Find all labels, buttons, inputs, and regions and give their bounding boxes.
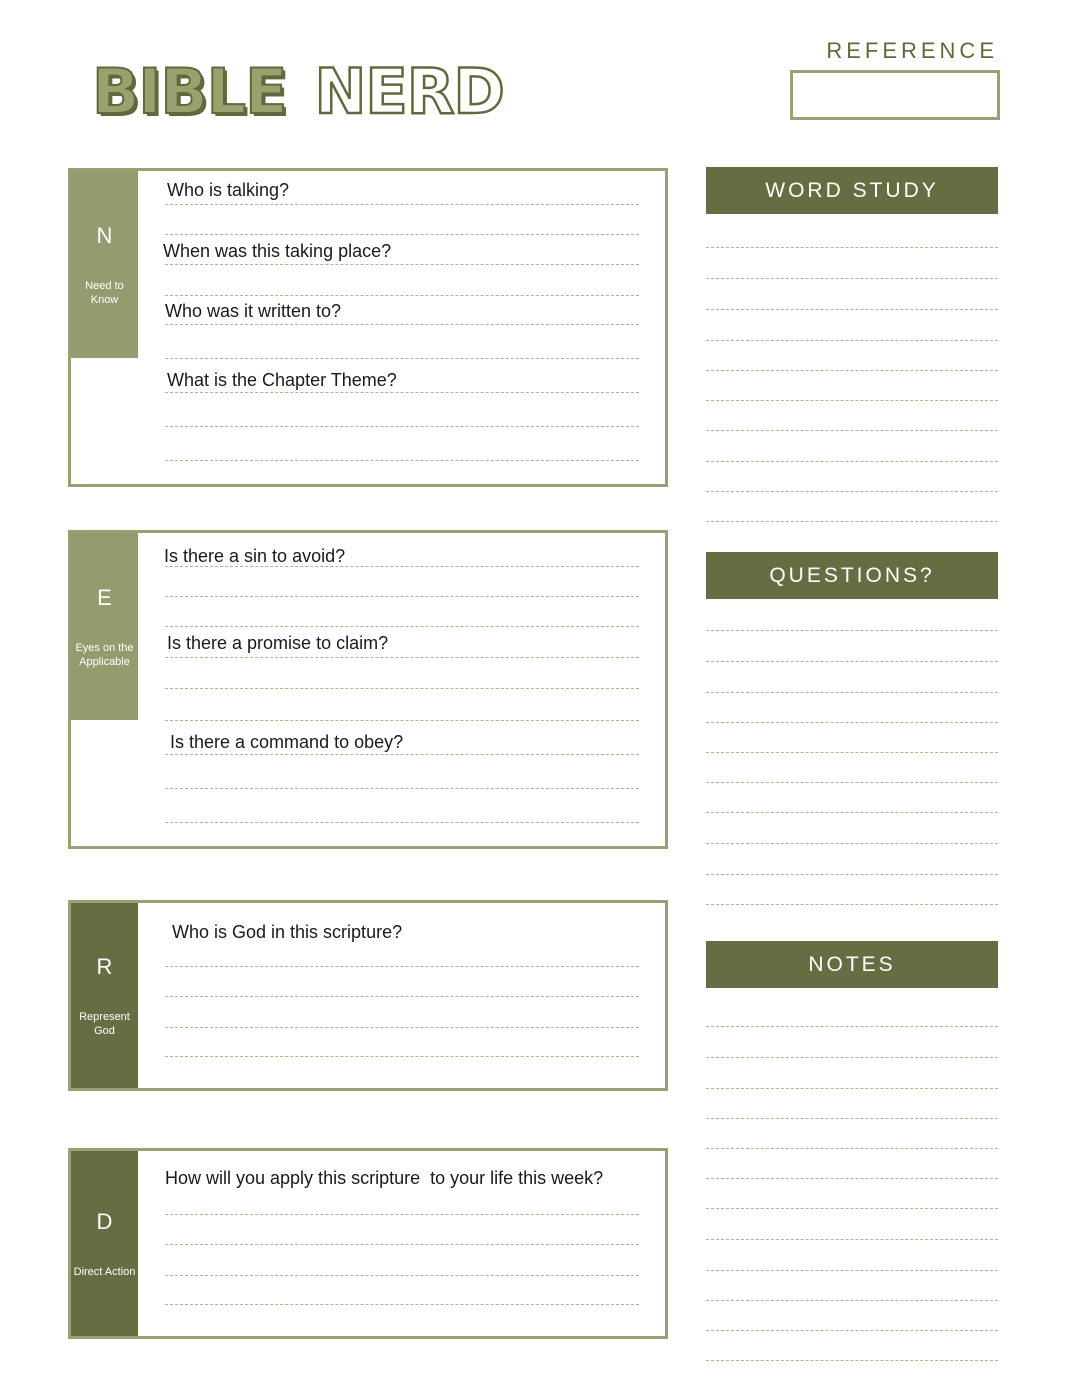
word-study-line[interactable] <box>706 521 998 522</box>
section-subtitle: Eyes on the Applicable <box>75 641 134 668</box>
section-represent-god <box>68 900 668 1091</box>
section-direct-action <box>68 1148 668 1339</box>
question-label: Who was it written to? <box>165 301 342 321</box>
notes-line[interactable] <box>706 1057 998 1058</box>
question-label: Is there a sin to avoid? <box>164 546 346 566</box>
question-label: Is there a command to obey? <box>170 732 404 752</box>
notes-line[interactable] <box>706 1088 998 1089</box>
question-label: When was this taking place? <box>163 241 392 261</box>
questions-line[interactable] <box>706 812 998 813</box>
answer-line[interactable] <box>165 822 639 823</box>
questions-line[interactable] <box>706 843 998 844</box>
answer-line[interactable] <box>165 1275 639 1276</box>
answer-line[interactable] <box>165 1304 639 1305</box>
answer-line[interactable] <box>165 966 639 967</box>
word-study-line[interactable] <box>706 400 998 401</box>
section-side-e <box>71 533 138 720</box>
answer-line[interactable] <box>165 324 639 325</box>
questions-line[interactable] <box>706 630 998 631</box>
question-label: Is there a promise to claim? <box>167 633 389 653</box>
section-side-n <box>71 171 138 358</box>
notes-line[interactable] <box>706 1178 998 1179</box>
section-need-to-know <box>68 168 668 487</box>
notes-line[interactable] <box>706 1330 998 1331</box>
answer-line[interactable] <box>165 788 639 789</box>
section-letter: R <box>96 953 113 979</box>
answer-line[interactable] <box>165 234 639 235</box>
questions-line[interactable] <box>706 722 998 723</box>
questions-line[interactable] <box>706 904 998 905</box>
section-subtitle: Represent God <box>79 1010 130 1037</box>
word-study-line[interactable] <box>706 247 998 248</box>
word-study-line[interactable] <box>706 370 998 371</box>
notes-header: NOTES <box>706 941 998 988</box>
word-study-header: WORD STUDY <box>706 167 998 214</box>
answer-line[interactable] <box>165 295 639 296</box>
answer-line[interactable] <box>165 657 639 658</box>
notes-line[interactable] <box>706 1300 998 1301</box>
answer-line[interactable] <box>165 754 639 755</box>
section-letter: N <box>96 222 113 248</box>
question-label: What is the Chapter Theme? <box>167 370 397 390</box>
answer-line[interactable] <box>165 566 639 567</box>
questions-line[interactable] <box>706 692 998 693</box>
answer-line[interactable] <box>165 688 639 689</box>
word-study-line[interactable] <box>706 430 998 431</box>
answer-line[interactable] <box>165 720 639 721</box>
answer-line[interactable] <box>165 392 639 393</box>
section-subtitle: Need to Know <box>85 279 124 306</box>
notes-line[interactable] <box>706 1270 998 1271</box>
answer-line[interactable] <box>165 1214 639 1215</box>
section-side-d <box>71 1151 138 1336</box>
notes-line[interactable] <box>706 1239 998 1240</box>
questions-line[interactable] <box>706 874 998 875</box>
questions-line[interactable] <box>706 752 998 753</box>
reference-field[interactable] <box>790 70 1000 120</box>
question-label: How will you apply this scripture to your life this week? <box>165 1168 604 1188</box>
questions-header: QUESTIONS? <box>706 552 998 599</box>
reference-label: REFERENCE <box>826 38 998 63</box>
question-label: Who is talking? <box>167 180 290 200</box>
answer-line[interactable] <box>165 1056 639 1057</box>
answer-line[interactable] <box>165 264 639 265</box>
section-subtitle: Direct Action <box>73 1265 136 1278</box>
answer-line[interactable] <box>165 596 639 597</box>
notes-line[interactable] <box>706 1208 998 1209</box>
answer-line[interactable] <box>165 460 639 461</box>
word-study-line[interactable] <box>706 491 998 492</box>
notes-line[interactable] <box>706 1118 998 1119</box>
notes-line[interactable] <box>706 1148 998 1149</box>
logo-word-nerd: NERD <box>314 55 504 128</box>
logo-word-bible: BIBLE <box>92 55 287 128</box>
answer-line[interactable] <box>165 358 639 359</box>
section-letter: D <box>96 1208 113 1234</box>
answer-line[interactable] <box>165 1244 639 1245</box>
question-label: Who is God in this scripture? <box>172 922 403 942</box>
section-eyes-on-the-applicable <box>68 530 668 849</box>
word-study-line[interactable] <box>706 278 998 279</box>
logo <box>92 52 504 132</box>
word-study-line[interactable] <box>706 309 998 310</box>
notes-line[interactable] <box>706 1360 998 1361</box>
answer-line[interactable] <box>165 204 639 205</box>
questions-line[interactable] <box>706 661 998 662</box>
answer-line[interactable] <box>165 426 639 427</box>
questions-line[interactable] <box>706 782 998 783</box>
section-letter: E <box>97 584 112 610</box>
notes-line[interactable] <box>706 1026 998 1027</box>
word-study-line[interactable] <box>706 461 998 462</box>
word-study-line[interactable] <box>706 340 998 341</box>
answer-line[interactable] <box>165 1027 639 1028</box>
section-side-r <box>71 903 138 1088</box>
answer-line[interactable] <box>165 996 639 997</box>
answer-line[interactable] <box>165 626 639 627</box>
